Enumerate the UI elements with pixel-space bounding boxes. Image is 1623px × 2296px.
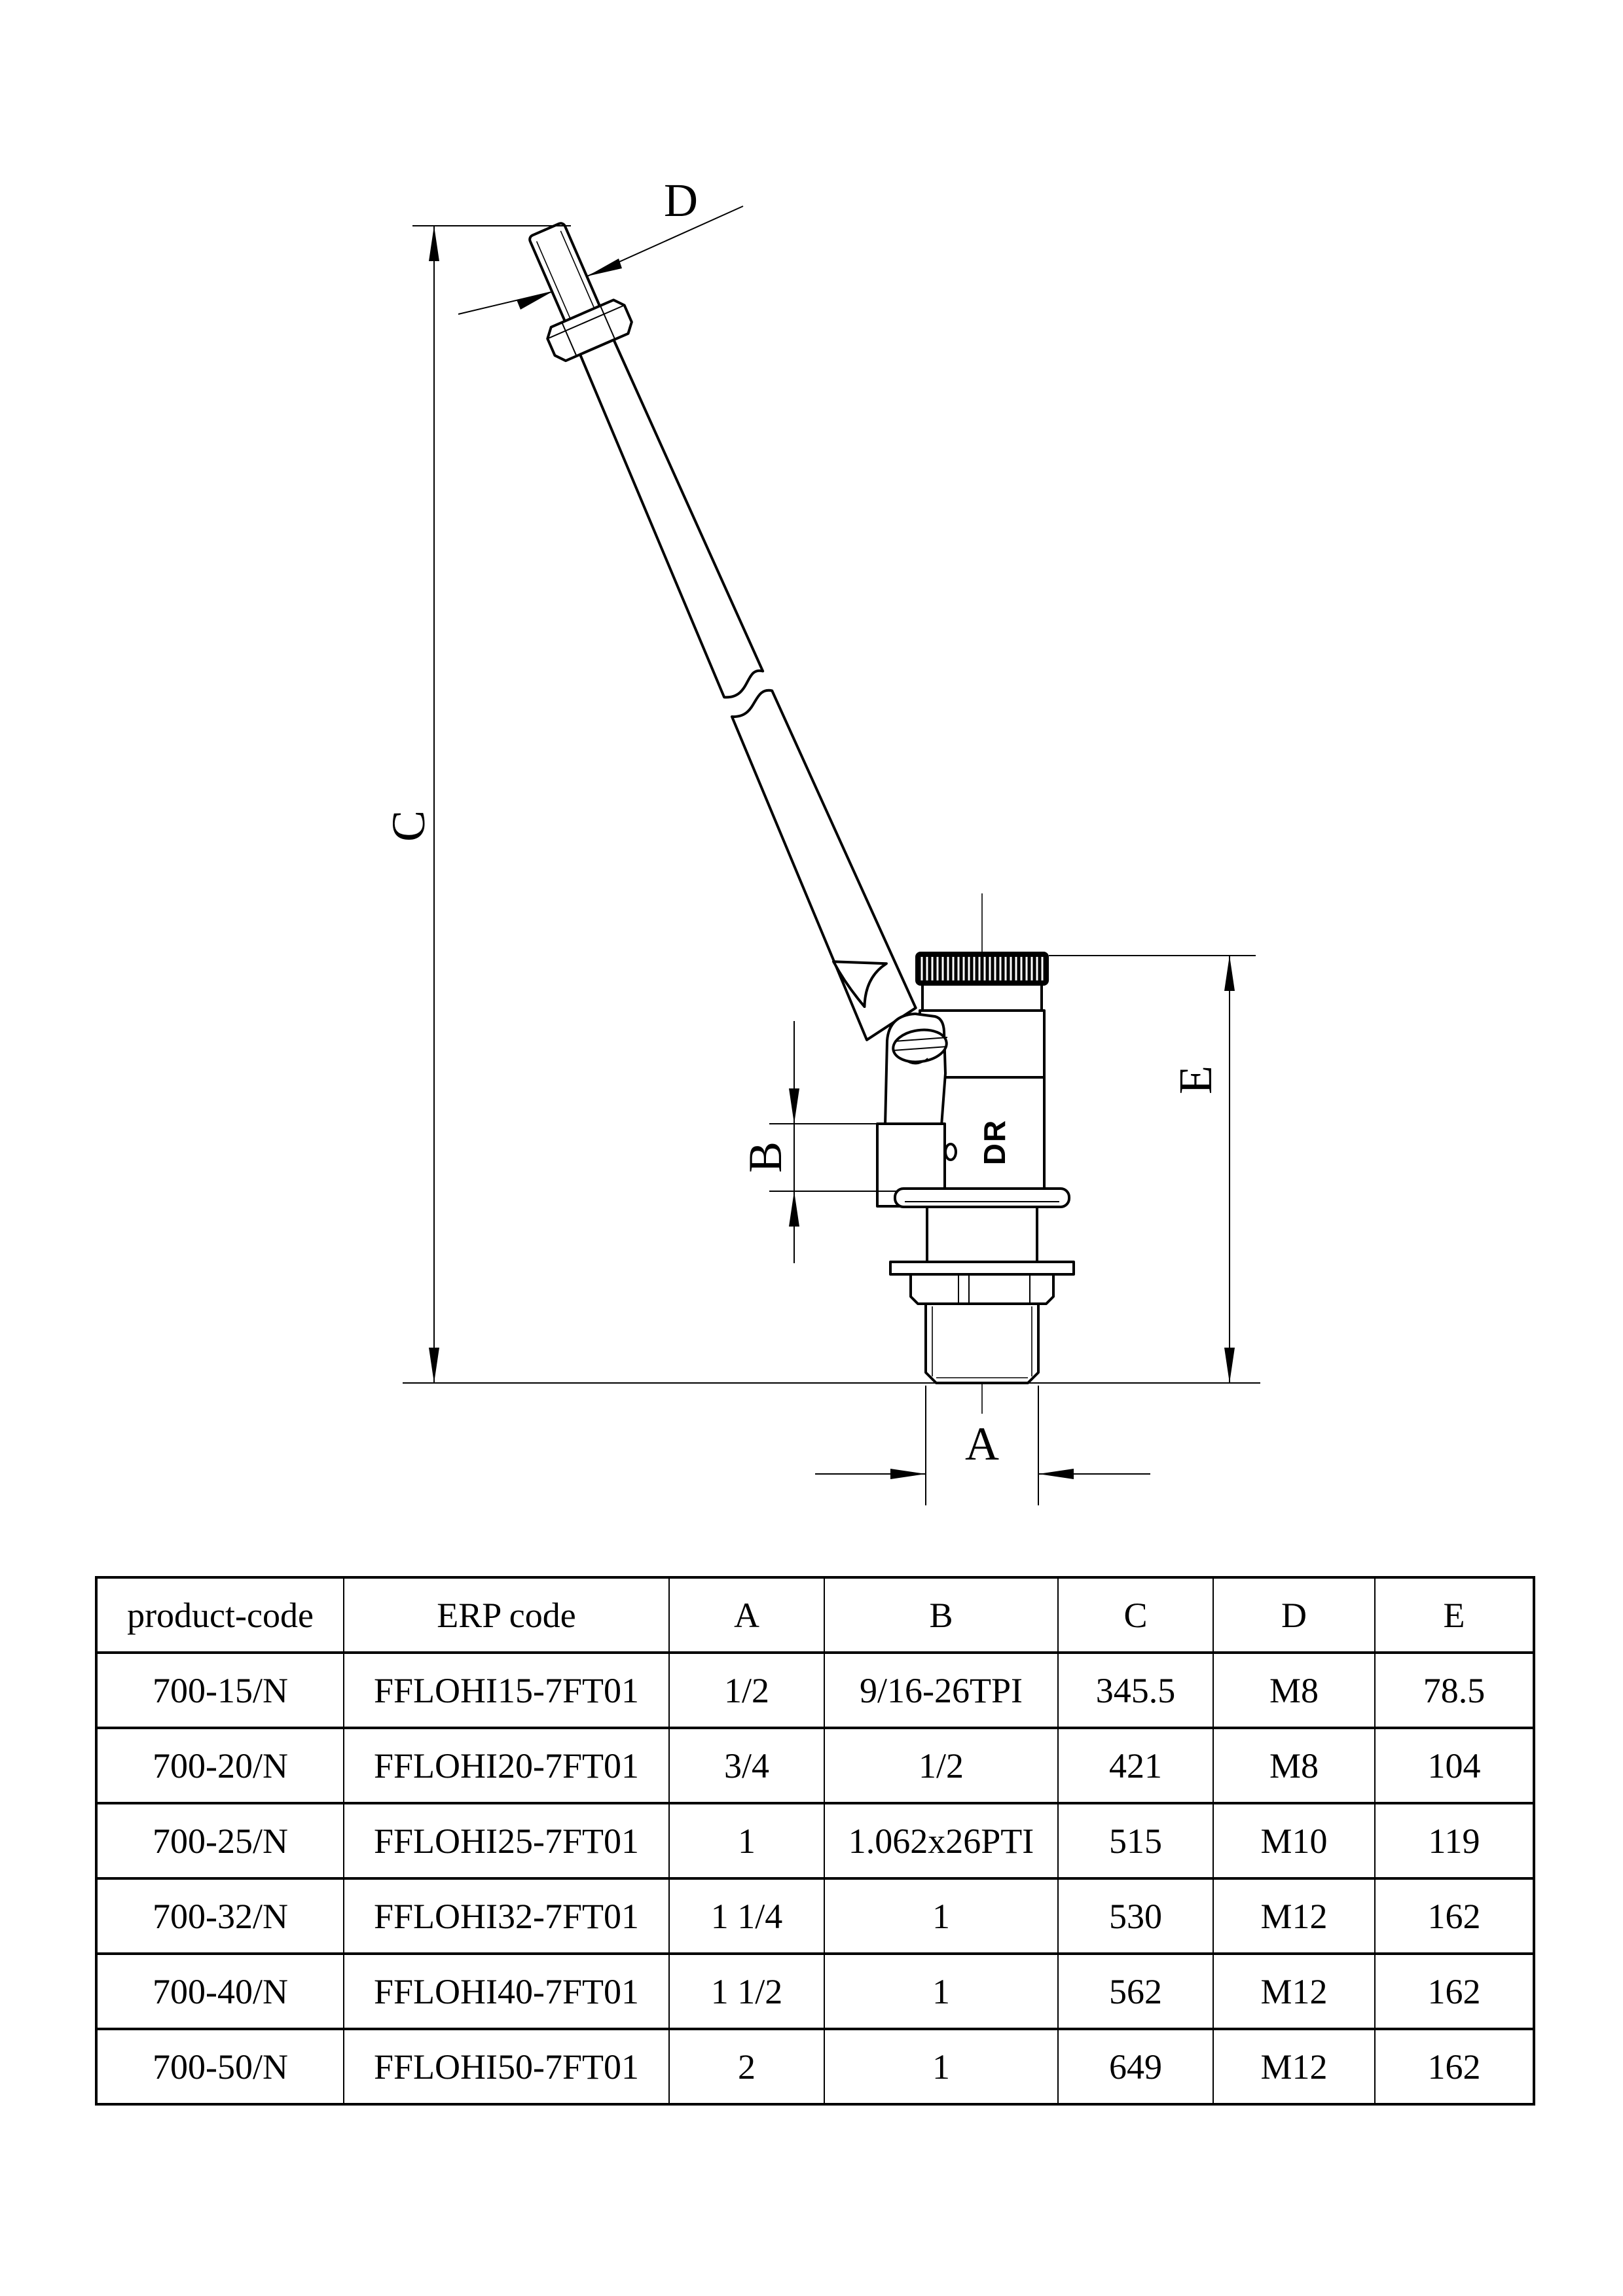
spacer-neck (927, 1207, 1037, 1262)
dimension-C (382, 226, 571, 1383)
table-cell: M12 (1213, 1878, 1375, 1954)
handle-assembly (507, 213, 932, 1045)
dim-label-A: A (965, 1418, 999, 1470)
body-pin (945, 1144, 956, 1160)
table-cell: 1 (669, 1803, 824, 1878)
table-cell: M8 (1213, 1728, 1375, 1803)
body-neck (922, 984, 1042, 1011)
knurled-cap (917, 953, 1048, 984)
hex-nut (911, 1274, 1053, 1304)
table-row (96, 1954, 1534, 2029)
flange (895, 1189, 1069, 1207)
header-a: A (669, 1577, 824, 1653)
dimension-A (815, 1386, 1150, 1505)
washer-plate (890, 1262, 1074, 1274)
table-cell: FFLOHI25-7FT01 (344, 1803, 669, 1878)
table-cell: 162 (1375, 1878, 1534, 1954)
table-cell: 78.5 (1375, 1653, 1534, 1728)
handle-rod-lower (723, 686, 919, 1039)
table-cell: FFLOHI32-7FT01 (344, 1878, 669, 1954)
dim-label-E: E (1169, 1066, 1222, 1094)
table-cell: M10 (1213, 1803, 1375, 1878)
table-cell: 104 (1375, 1728, 1534, 1803)
table-cell: FFLOHI50-7FT01 (344, 2029, 669, 2104)
table-cell: 700-15/N (96, 1653, 344, 1728)
table-cell: 700-50/N (96, 2029, 344, 2104)
table-cell: 2 (669, 2029, 824, 2104)
part-marking: DR (977, 1119, 1012, 1166)
table-cell: 162 (1375, 2029, 1534, 2104)
dimension-E (1049, 956, 1256, 1383)
table-row (96, 1728, 1534, 1803)
table-row (96, 2029, 1534, 2104)
table-cell: FFLOHI20-7FT01 (344, 1728, 669, 1803)
table-cell: 345.5 (1058, 1653, 1213, 1728)
dim-label-B: B (739, 1141, 792, 1174)
table-cell: 1/2 (824, 1728, 1058, 1803)
spec-table (95, 1576, 1535, 2106)
table-cell: 1 (824, 1878, 1058, 1954)
header-d: D (1213, 1577, 1375, 1653)
table-cell: 700-20/N (96, 1728, 344, 1803)
threaded-stem (926, 1304, 1038, 1383)
table-cell: FFLOHI15-7FT01 (344, 1653, 669, 1728)
table-cell: 530 (1058, 1878, 1213, 1954)
table-cell: 1.062x26PTI (824, 1803, 1058, 1878)
table-cell: 700-32/N (96, 1878, 344, 1954)
table-cell: 1 1/4 (669, 1878, 824, 1954)
header-erp-code: ERP code (344, 1577, 669, 1653)
header-e: E (1375, 1577, 1534, 1653)
table-cell: 649 (1058, 2029, 1213, 2104)
table-cell: 162 (1375, 1954, 1534, 2029)
valve-body (877, 953, 1074, 1383)
table-cell: 9/16-26TPI (824, 1653, 1058, 1728)
table-cell: 3/4 (669, 1728, 824, 1803)
table-header-row (96, 1577, 1534, 1653)
table-cell: 1 1/2 (669, 1954, 824, 2029)
table-cell: 700-25/N (96, 1803, 344, 1878)
table-cell: 700-40/N (96, 1954, 344, 2029)
table-cell: M12 (1213, 1954, 1375, 2029)
dim-label-D: D (664, 174, 698, 226)
table-cell: 119 (1375, 1803, 1534, 1878)
table-cell: 1/2 (669, 1653, 824, 1728)
handle-rod-upper (576, 338, 767, 700)
table-cell: 421 (1058, 1728, 1213, 1803)
header-product-code: product-code (96, 1577, 344, 1653)
dimension-D (458, 174, 743, 314)
table-row (96, 1803, 1534, 1878)
table-row (96, 1878, 1534, 1954)
table-cell: M8 (1213, 1653, 1375, 1728)
header-c: C (1058, 1577, 1213, 1653)
table-row (96, 1653, 1534, 1728)
table-cell: 562 (1058, 1954, 1213, 2029)
header-b: B (824, 1577, 1058, 1653)
table-cell: 1 (824, 1954, 1058, 2029)
table-cell: 515 (1058, 1803, 1213, 1878)
table-cell: FFLOHI40-7FT01 (344, 1954, 669, 2029)
dim-label-C: C (382, 810, 435, 842)
table-cell: 1 (824, 2029, 1058, 2104)
table-cell: M12 (1213, 2029, 1375, 2104)
dimension-B (739, 1021, 898, 1263)
